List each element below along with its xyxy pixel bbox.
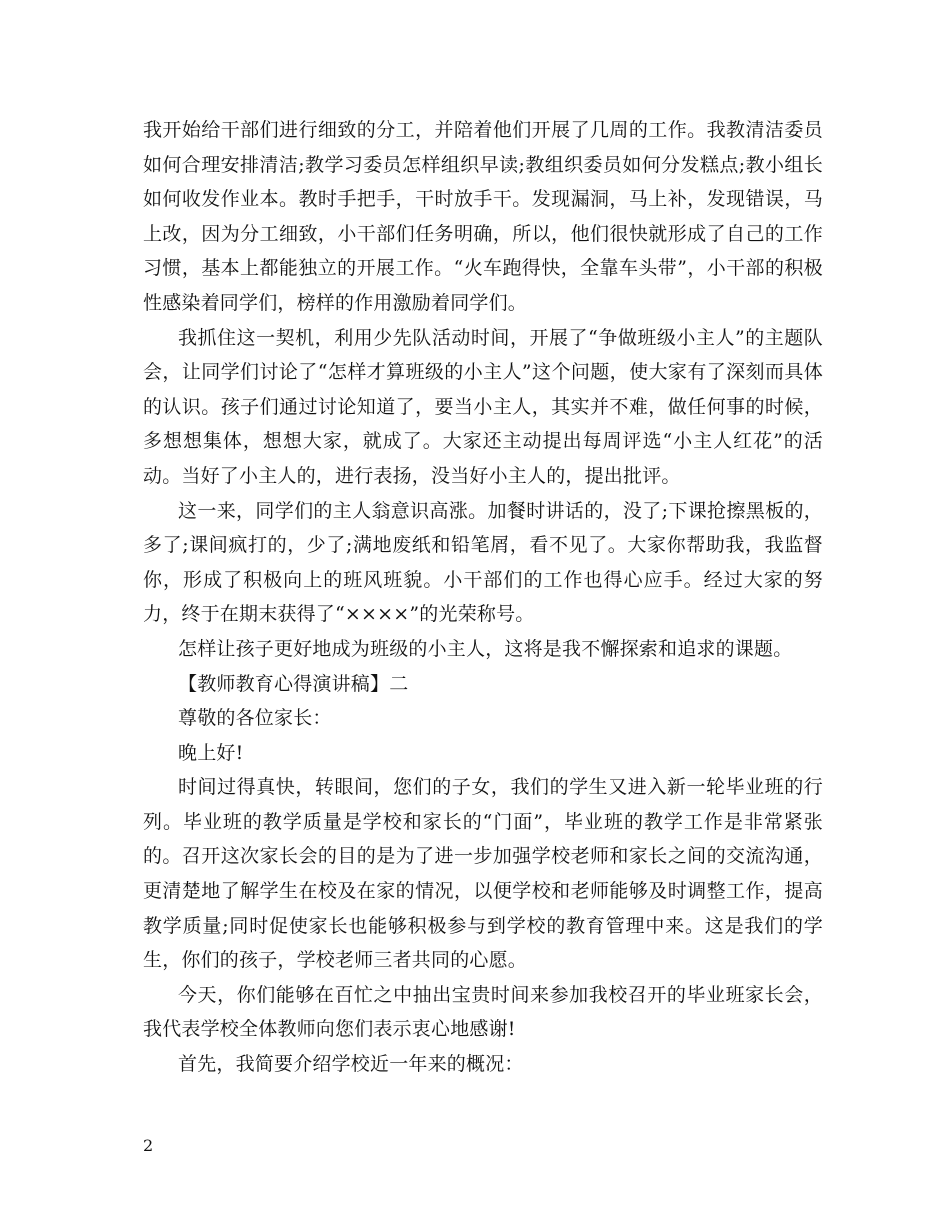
greeting: 晚上好! (178, 741, 244, 764)
document-body (143, 113, 823, 1082)
paragraph-thanks: 今天，你们能够在百忙之中抽出宝贵时间来参加我校召开的毕业班家长会，我代表学校全体教师向您们表示衷心地感谢! (143, 983, 823, 1041)
paragraph-closing-topic: 怎样让孩子更好地成为班级的小主人，这将是我不懈探索和追求的课题。 (178, 637, 793, 660)
page-number: 2 (143, 1136, 154, 1155)
section-heading: 【教师教育心得演讲稿】二 (178, 672, 409, 695)
paragraph-ownership: 这一来，同学们的主人翁意识高涨。加餐时讲话的，没了;下课抢擦黑板的，多了;课间疯打的，少了;满地废纸和铅笔屑，看不见了。大家你帮助我，我监督你，形成了积极向上的班风班貌。小干部们的工作也得心应手。经过大家的努力，终于在期末获得了“××××”的光荣称号。 (143, 499, 823, 626)
paragraph-school-overview: 首先，我简要介绍学校近一年来的概况： (178, 1053, 524, 1076)
salutation: 尊敬的各位家长： (178, 707, 332, 730)
paragraph-parent-meeting-purpose: 时间过得真快，转眼间，您们的子女，我们的学生又进入新一轮毕业班的行列。毕业班的教学质量是学校和家长的“门面”，毕业班的教学工作是非常紧张的。召开这次家长会的目的是为了进一步加强学校老师和家长之间的交流沟通，更清楚地了解学生在校及在家的情况，以便学校和老师能够及时调整工作，提高教学质量;同时促使家长也能够积极参与到学校的教育管理中来。这是我们的学生，你们的孩子，学校老师三者共同的心愿。 (143, 776, 823, 972)
paragraph-continuation: 我开始给干部们进行细致的分工，并陪着他们开展了几周的工作。我教清洁委员如何合理安排清洁;教学习委员怎样组织早读;教组织委员如何分发糕点;教小组长如何收发作业本。教时手把手，干时放手干。发现漏洞，马上补，发现错误，马上改，因为分工细致，小干部们任务明确，所以，他们很快就形成了自己的工作习惯，基本上都能独立的开展工作。“火车跑得快，全靠车头带”，小干部的积极性感染着同学们，榜样的作用激励着同学们。 (143, 119, 823, 314)
paragraph-theme-meeting: 我抓住这一契机，利用少先队活动时间，开展了“争做班级小主人”的主题队会，让同学们讨论了“怎样才算班级的小主人”这个问题，使大家有了深刻而具体的认识。孩子们通过讨论知道了，要当小主人，其实并不难，做任何事的时候，多想想集体，想想大家，就成了。大家还主动提出每周评选“小主人红花”的活动。当好了小主人的，进行表扬，没当好小主人的，提出批评。 (143, 326, 823, 487)
